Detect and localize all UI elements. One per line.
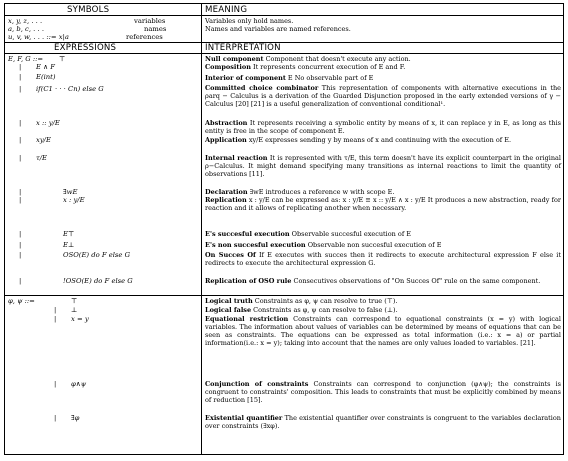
header-interpretation: INTERPRETATION [205,43,281,53]
expr-application-symbol: xy/E [36,136,51,144]
constraint-true-symbol: ⊤ [71,297,78,305]
expr-choice-desc: Committed choice combinator This representation of components with alternative executions in the ρarq − Calculus is a derivation of the Guarded Disjunction proposed in the early extended versions of γ − Calculus [20] [21] is a useful generalization of conventional conditional¹. [205,84,561,109]
header-meaning: MEANING [205,5,248,15]
constraint-bar: | [54,315,57,323]
expr-null-desc: Null component Component that doesn't execute any action. [205,55,411,63]
column-divider [201,4,202,454]
expr-failure-symbol: E⊥ [63,241,75,249]
expr-composition-desc: Composition It represents concurrent execution of E and F. [205,63,406,71]
expr-interior-symbol: E(int) [36,73,56,81]
expr-oso-desc: On Succes Of If E executes with succes then it redirects to execute architectural expression F else it redirects to execute the architectural expression G. [205,251,561,268]
definitions-table [4,3,564,455]
constraint-true-desc: Logical truth Constraints as φ, ψ can resolve to true (⊤). [205,297,398,305]
constraint-false-symbol: ⊥ [71,306,78,314]
expr-internal-symbol: τ/E [36,154,48,162]
constraint-bar: | [54,380,57,388]
symbol-names-label: names [144,25,167,33]
expr-failure-desc: E's non succesful execution Observable non succesful execution of E [205,241,442,249]
symbol-variables: x, y, z, . . . [8,17,43,25]
expr-declaration-symbol: ∃wE [63,188,78,196]
expr-bar: | [19,119,22,127]
header-expressions: EXPRESSIONS [54,43,117,53]
expr-bar: | [19,230,22,238]
expr-bar: | [19,73,22,81]
constraint-bar: | [54,414,57,422]
header-symbols: SYMBOLS [67,5,110,15]
expr-bar: | [19,188,22,196]
constraint-bar: | [54,306,57,314]
expr-internal-desc: Internal reaction It is represented with τ/E, this term doesn't have its explicit counterpart in the original ρ−Calculus. It might demand specifying many transitions as internal reactions to limit the quantity of observations [11]. [205,154,562,179]
expr-application-desc: Application xy/E expresses sending y by means of x and continuing with the execution of E. [205,136,512,144]
constraints-rule [5,295,563,296]
expr-bar: | [19,136,22,144]
expr-bar: | [19,63,22,71]
constraint-equational-desc: Equational restriction Constraints can correspond to equational constraints (x = y) with logical variables. The information about values of variables can be determined by means of equations that can be seen as constraints. The equations can be expressed as total information (i.e.: x = a) or partial information(i.e.: x = y); taking into account that the names are only values loaded to variables. [21]. [205,315,561,348]
expr-declaration-desc: Declaration ∃wE introduces a reference w with scope E. [205,188,395,196]
expr-oso-symbol: OSO(E) do F else G [63,251,131,259]
constraint-conjunction-symbol: φ∧ψ [71,380,87,388]
symbol-references-label: references [126,33,163,41]
expr-bar: | [19,251,22,259]
symbol-variables-label: variables [134,17,166,25]
expr-null-symbol: ⊤ [59,55,66,63]
expr-bar: | [19,241,22,249]
constraint-conjunction-desc: Conjunction of constraints Constraints can correspond to conjunction (φ∧ψ); the constraints is congruent to constraints' composition. This leads to constraints that must be explicitly combined by means of reduction [15]. [205,380,561,405]
header-rule-2 [5,53,563,54]
expr-replication-symbol: x : y/E [63,196,85,204]
meaning-variables: Variables only hold names. [205,17,294,25]
expr-oso-replication-desc: Replication of OSO rule Consecutives observations of "On Succes Of" rule on the same component. [205,277,541,285]
expr-replication-desc: Replication x : y/E can be expressed as: x : y/E ≡ x :: y/E ∧ x : y/E It produces a new abstraction, ready for reaction and it allows of replicating another when necessary. [205,196,561,213]
expr-abstraction-symbol: x :: y/E [36,119,60,127]
expr-success-desc: E's succesful execution Observable succesful execution of E [205,230,412,238]
expr-composition-symbol: E ∧ F [36,63,55,71]
expr-interior-desc: Interior of component E No observable part of E [205,74,374,82]
expr-bar: | [19,85,22,93]
meaning-names: Names and variables are named references. [205,25,351,33]
constraint-equational-symbol: x = y [71,315,89,323]
constraint-existential-desc: Existential quantifier The existential quantifier over constraints is congruent to the variables declaration over constraints (∃xφ). [205,414,561,431]
expr-bar: | [19,196,22,204]
expr-bar: | [19,277,22,285]
constraint-false-desc: Logical false Constraints as φ, ψ can resolve to false (⊥). [205,306,398,314]
constraint-lead: φ, ψ ::= [8,297,35,305]
expr-oso-replication-symbol: !OSO(E) do F else G [63,277,133,285]
expr-choice-symbol: if(C1 · · · Cn) else G [36,85,104,93]
header-rule [5,15,563,16]
expr-lead: E, F, G ::= [8,55,44,63]
expr-abstraction-desc: Abstraction It represents receiving a symbolic entity by means of x, it can replace y in E, as long as this entity is free in the scope of component E. [205,119,561,136]
expr-success-symbol: E⊤ [63,230,75,238]
symbol-names: a, b, c, . . . [8,25,44,33]
symbol-references: u, v, w, . . . ::= x|a [8,33,69,41]
expr-bar: | [19,154,22,162]
constraint-existential-symbol: ∃φ [71,414,80,422]
